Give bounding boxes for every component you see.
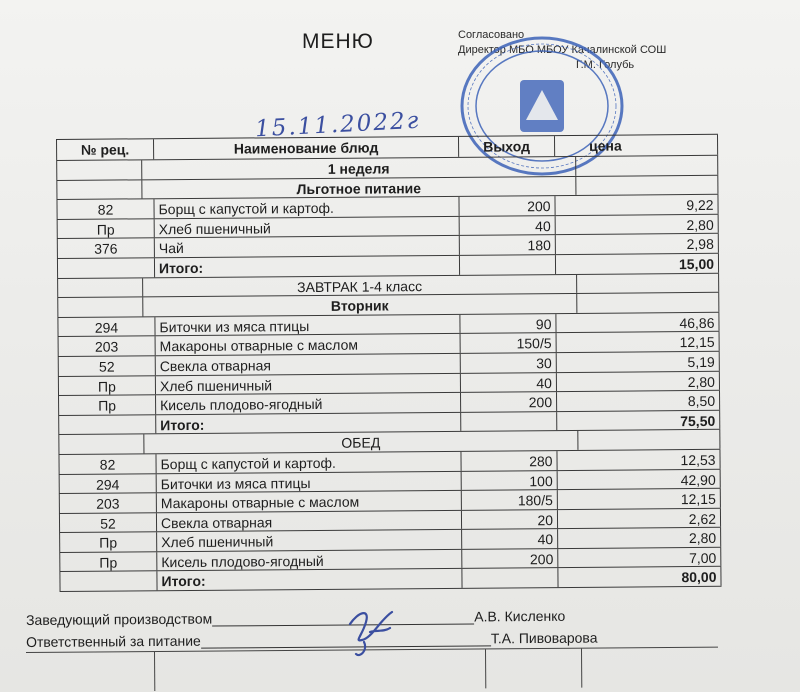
empty-cell	[577, 293, 720, 313]
empty-cell	[576, 156, 719, 176]
empty-cell	[58, 435, 144, 454]
dish-yield: 30	[461, 353, 557, 372]
dish-yield: 200	[462, 549, 558, 568]
dish-yield: 90	[460, 314, 556, 333]
total-label: Итого:	[155, 256, 460, 277]
empty-cell	[56, 160, 142, 179]
dish-name: Хлеб пшеничный	[156, 373, 461, 394]
section-heading: Вторник	[143, 294, 577, 316]
recipe-number: Пр	[58, 395, 156, 414]
recipe-number: 52	[58, 356, 156, 375]
dish-yield: 100	[462, 471, 558, 490]
approval-line-2: Директор МБО МБОУ Качалинской СОШ	[458, 44, 667, 56]
dish-name: Биточки из мяса птицы	[157, 471, 462, 492]
dish-name: Биточки из мяса птицы	[155, 315, 460, 336]
empty-cell	[461, 412, 557, 431]
empty-cell	[57, 297, 143, 316]
recipe-number: 376	[57, 239, 155, 258]
dish-price: 8,50	[557, 391, 720, 411]
total-price: 80,00	[558, 567, 721, 587]
empty-cell	[462, 569, 558, 588]
approval-line-3: Г.М. Голубь	[576, 59, 635, 71]
dish-name: Хлеб пшеничный	[155, 217, 460, 238]
dish-yield: 150/5	[461, 333, 557, 352]
dish-yield: 180	[460, 235, 556, 254]
total-price: 15,00	[556, 254, 719, 274]
section-heading: 1 неделя	[142, 157, 576, 179]
total-price: 75,50	[557, 411, 720, 431]
empty-cell	[576, 175, 719, 195]
section-heading: Льготное питание	[143, 177, 577, 199]
empty-cell	[59, 572, 157, 591]
header-recipe: № рец.	[56, 139, 154, 160]
dish-name: Макароны отварные с маслом	[156, 334, 461, 355]
recipe-number: 82	[56, 199, 154, 218]
recipe-number: 203	[58, 337, 156, 356]
dish-name: Борщ с капустой и картоф.	[156, 452, 461, 473]
dish-yield: 20	[462, 510, 558, 529]
manager-name: А.В. Кисленко	[474, 607, 566, 625]
dish-price: 12,15	[557, 332, 720, 352]
manager-label: Заведующий производством	[26, 610, 213, 628]
dish-yield: 40	[461, 373, 557, 392]
empty-cell	[57, 258, 155, 277]
responsible-label: Ответственный за питание	[26, 632, 201, 650]
dish-name: Борщ с капустой и картоф.	[154, 197, 459, 218]
recipe-number: 52	[59, 513, 157, 532]
section-heading: ЗАВТРАК 1-4 класс	[143, 274, 577, 296]
dish-yield: 280	[461, 451, 557, 470]
section-heading: ОБЕД	[145, 431, 579, 453]
empty-cell	[57, 278, 143, 297]
dish-price: 2,80	[556, 215, 719, 235]
total-label: Итого:	[157, 569, 462, 590]
recipe-number: 82	[58, 454, 156, 473]
dish-price: 2,80	[557, 371, 720, 391]
dish-yield: 180/5	[462, 490, 558, 509]
header-price: цена	[555, 135, 718, 156]
empty-cell	[577, 273, 720, 293]
recipe-number: 294	[59, 474, 157, 493]
dish-yield: 200	[461, 392, 557, 411]
approval-line-1: Согласовано	[458, 29, 525, 41]
header-dish-name: Наименование блюд	[154, 137, 459, 159]
dish-price: 46,86	[556, 313, 719, 333]
dish-price: 2,80	[558, 528, 721, 548]
handwritten-signature-icon	[340, 602, 410, 662]
dish-yield: 200	[459, 196, 555, 215]
dish-name: Хлеб пшеничный	[157, 530, 462, 551]
dish-name: Чай	[155, 236, 460, 257]
responsible-name: Т.А. Пивоварова	[490, 629, 598, 647]
total-label: Итого:	[156, 413, 461, 434]
empty-cell	[58, 415, 156, 434]
dish-price: 5,19	[557, 352, 720, 372]
dish-name: Кисель плодово-ягодный	[157, 550, 462, 571]
dish-name: Свекла отварная	[157, 511, 462, 532]
dish-price: 12,15	[558, 489, 721, 509]
dish-price: 9,22	[555, 195, 718, 215]
empty-cell	[56, 180, 142, 199]
dish-price: 42,90	[558, 469, 721, 489]
dish-price: 2,98	[556, 234, 719, 254]
menu-table	[56, 134, 722, 592]
recipe-number: Пр	[59, 552, 157, 571]
page-title: МЕНЮ	[302, 30, 374, 53]
dish-price: 7,00	[558, 548, 721, 568]
header-yield: Выход	[459, 136, 555, 157]
dish-price: 2,62	[558, 508, 721, 528]
recipe-number: Пр	[57, 219, 155, 238]
table-body	[56, 156, 721, 592]
dish-yield: 40	[462, 529, 558, 548]
dish-price: 12,53	[557, 450, 720, 470]
empty-cell	[460, 255, 556, 274]
handwritten-date: 15.11.2022г	[254, 107, 421, 143]
dish-name: Кисель плодово-ягодный	[156, 393, 461, 414]
recipe-number: Пр	[58, 376, 156, 395]
dish-name: Свекла отварная	[156, 354, 461, 375]
recipe-number: 203	[59, 493, 157, 512]
recipe-number: Пр	[59, 532, 157, 551]
recipe-number: 294	[57, 317, 155, 336]
dish-yield: 40	[460, 216, 556, 235]
dish-name: Макароны отварные с маслом	[157, 491, 462, 512]
empty-cell	[578, 430, 721, 450]
